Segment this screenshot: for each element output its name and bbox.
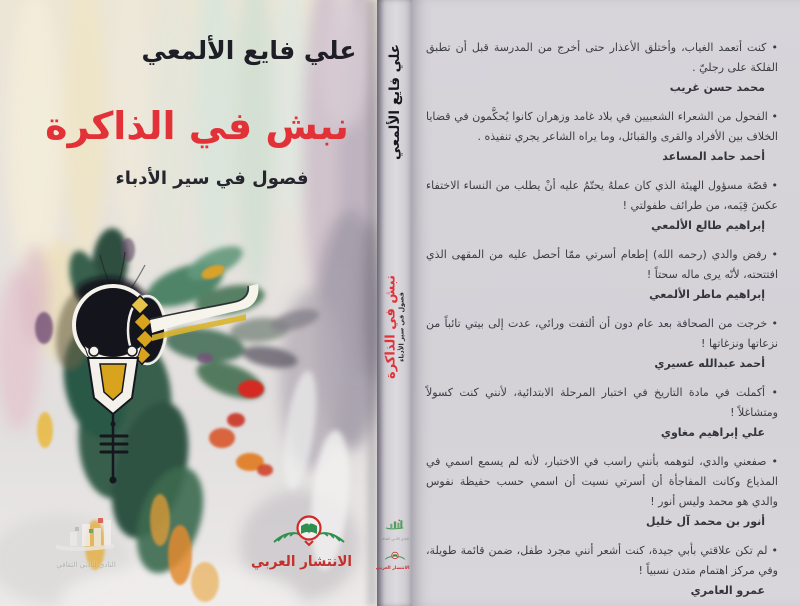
- quote-author: أنور بن محمد آل خليل: [646, 515, 765, 528]
- front-title: نبش في الذاكرة: [45, 104, 349, 148]
- spine-publisher-emblem-icon: [383, 551, 407, 562]
- quote-text: [426, 245, 778, 285]
- quote-item: [426, 176, 778, 235]
- club-logo: [42, 516, 130, 569]
- spine-club-caption: النادي الأدبي الثقافي: [379, 537, 410, 541]
- quote-text-body: رفض والدي (رحمه الله) إطعام أسرتي ممّا أحصل عليه من المقهى الذي افتتحته، لأنّه يرى ماله سحتاً !: [426, 248, 778, 281]
- quote-text: [426, 541, 778, 581]
- publisher-logo: [251, 514, 352, 571]
- quote-text: [426, 383, 778, 423]
- spine-publisher-logo: [375, 547, 410, 571]
- quote-text-body: الفحول من الشعراء الشعبيين في بلاد غامد وزهران كانوا يُحكَّمون في قضايا الخلاف بين الأفراد والقرى والقبائل، وما يراه الشاعر يجري تنفيذه .: [426, 110, 778, 143]
- front-cover: [0, 0, 377, 606]
- quote-text-body: خرجت من الصحافة بعد عام دون أن ألتفت ورائي، عدت إلى بيتي تائباً من نزعاتها ونزغاتها !: [426, 317, 778, 350]
- quote-author: إبراهيم ماطر الألمعي: [649, 288, 765, 301]
- back-cover: [412, 0, 800, 606]
- quote-item: [426, 452, 778, 531]
- quote-text-body: أكملت في مادة التاريخ في اختبار المرحلة الابتدائية، لأنني كنت كسولاً ومتشاغلاً !: [426, 386, 778, 419]
- quote-text: [426, 38, 778, 78]
- quote-author: محمد حسن غريب: [669, 81, 765, 94]
- front-author: علي فايع الألمعي: [141, 36, 357, 65]
- quote-author: علي إبراهيم مغاوي: [660, 426, 765, 439]
- bullet: •: [771, 248, 778, 261]
- bullet: •: [771, 386, 779, 399]
- quote-author: أحمد حامد المساعد: [662, 150, 765, 163]
- spine-club-mark-icon: [382, 517, 408, 533]
- quote-item: [426, 541, 778, 600]
- spine: [377, 0, 412, 606]
- quote-item: [426, 314, 778, 373]
- quote-text: [426, 176, 778, 216]
- quote-author: عمرو العامري: [690, 584, 765, 597]
- spine-title: نبش في الذاكرة: [382, 275, 398, 379]
- quote-item: [426, 38, 778, 97]
- quote-text: [426, 452, 778, 512]
- spine-author: علي فايع الألمعي: [386, 43, 403, 161]
- front-subtitle: فصول في سير الأدباء: [115, 168, 309, 189]
- spine-subtitle: فصول في سير الأدباء: [397, 292, 406, 362]
- bullet: •: [771, 110, 779, 123]
- club-logo-caption: النادي الأدبي الثقافي: [56, 561, 116, 569]
- quote-author: أحمد عبدالله عسيري: [654, 357, 765, 370]
- publisher-name: الانتشار العربي: [251, 553, 352, 571]
- club-logo-mark-icon: [42, 516, 130, 556]
- quote-author: إبراهيم طالع الألمعي: [651, 219, 765, 232]
- spine-club-logo: [380, 517, 410, 541]
- spine-title-block: [384, 275, 405, 379]
- bullet: •: [771, 317, 779, 330]
- quotes-list: [426, 38, 778, 606]
- bullet: •: [771, 41, 778, 54]
- quote-item: [426, 245, 778, 304]
- quote-text: [426, 107, 778, 147]
- quote-item: [426, 107, 778, 166]
- quote-item: [426, 383, 778, 442]
- publisher-emblem-icon: [266, 514, 352, 550]
- bullet: •: [771, 455, 778, 468]
- quote-text-body: صفعني والدي، لتوهمه بأنني راسب في الاختبار، لأنه لم يسمع اسمي في المذياع وكانت المفاجأة أن أسرتي نسيت أن اسمي حسب حفيظة نفوس والدي هو محمد وليس أنور !: [426, 455, 778, 508]
- quote-text: [426, 314, 778, 354]
- spine-publisher-name: الانتشار العربي: [375, 566, 410, 571]
- quote-text-body: كنت أتعمد الغياب، وأختلق الأعذار حتى أخرج من المدرسة قبل أن تطبق الفلكة على رجليّ .: [426, 41, 778, 74]
- bullet: •: [771, 179, 778, 192]
- quote-text-body: قصّة مسؤول الهيئة الذي كان عملهُ يحتّمُ عليه أنْ يطلب من النساء الاختفاء عكسَ قِيَمه، من طرائف طفولتي !: [426, 179, 778, 212]
- quote-text-body: لم تكن علاقتي بأبي جيدة، كنت أشعر أنني مجرد طفل، ضمن قائمة طويلة، وفي مركز اهتمام متدن نسبياً !: [426, 544, 778, 577]
- bullet: •: [771, 544, 779, 557]
